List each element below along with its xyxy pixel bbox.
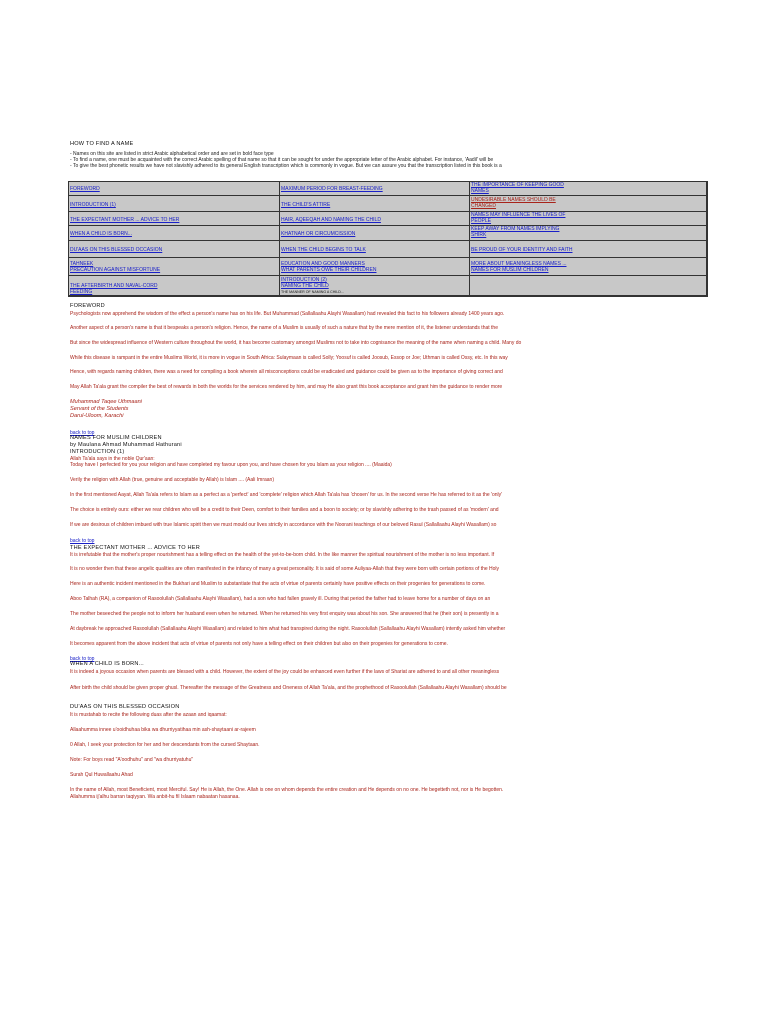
foreword-signature: Darul-Uloom, Karachi [70,413,124,419]
toc-cell [69,276,280,296]
toc-link-parents-owe[interactable]: WHAT PARENTS OWE THEIR CHILDREN [281,267,377,273]
foreword-paragraph: May Allah Ta'ala grant the compiler the best of rewards in both the worlds for the services rendered by him, and may He also grant this book acceptance and grant him the guidance to render more [70,384,503,390]
toc-link-good-names[interactable] [471,182,564,194]
howto-line: - To give the best phonetic results we have not slavishly adhered to its general English transcription which is commonly in vogue. But we can assure you that the transcription listed in this book is a [70,163,502,169]
body-line: Surah Qul Huwallaahu Ahad [70,772,133,778]
body-line: It is irrefutable that the mother's proper nourishment has a telling effect on the health of the yet-to-be-born child. In the like manner the spiritual nourishment of the mother is no less important. If [70,552,495,558]
toc-link-introduction-1[interactable]: INTRODUCTION (1) [70,202,116,208]
section-heading: THE EXPECTANT MOTHER ... ADVICE TO HER [70,545,200,551]
toc-link-afterbirth[interactable]: THE AFTERBIRTH AND NAVAL-CORD [70,283,158,289]
toc-link-text: THE IMPORTANCE OF KEEPING GOOD [471,182,564,188]
body-line: It is indeed a joyous occasion when parents are blessed with a child. However, the extent of the joy could be enhanced even further if the laws of Shariat are adhered to and all other meaningless [70,669,500,675]
toc-link-duaas[interactable]: DU'AAS ON THIS BLESSED OCCASION [70,247,163,253]
body-line: The choice is entirely ours: either we rear children who will be a credit to their Deen, comfort to their families and a boon to society; or by slavishly adhering to the trash passed of as 'modern' and [70,507,499,513]
toc-cell [280,276,470,296]
toc-link-undesirable-names[interactable] [471,197,556,209]
foreword-heading: FOREWORD [70,303,105,309]
back-to-top-link[interactable]: back to top [70,656,95,662]
toc-link-text: UNDESIRABLE NAMES SHOULD BE [471,197,556,203]
body-line: Allahumma ij'alhu barran taqiyyan. Wa anbit-hu fil Islaam nabaatan hasanaa. [70,794,240,800]
toc-cell [280,182,470,196]
body-line: It becomes apparent from the above incident that acts of virtue of parents not only have a telling effect on their children but also on their progenies for generations to come. [70,641,448,647]
toc-link-education[interactable]: EDUCATION AND GOOD MANNERS [281,261,365,267]
back-to-top-link[interactable]: back to top [70,430,95,436]
body-line: In the name of Allah, most Beneficient, most Merciful. Say! He is Allah, the One. Allah is one on whom depends the entire creation and He depends on no one. He begetteth not, nor is He begotten. [70,787,504,793]
section-heading: DU'AAS ON THIS BLESSED OCCASION [70,704,180,710]
body-line: In the first mentioned Aayat, Allah Ta'ala refers to Islam as a perfect as a 'perfect' and 'complete' religion which Allah Ta'ala has 'chosen' for us. In the second verse He has referred to it as the 'only' [70,492,503,498]
toc-link-naming[interactable]: NAMING THE CHILD [281,283,329,289]
section-heading: INTRODUCTION (1) [70,449,125,455]
toc-link-text: NAMES MAY INFLUENCE THE LIVES OF [471,212,566,218]
toc-cell [470,182,707,196]
foreword-paragraph: Hence, with regards naming children, there was a need for compiling a book wherein all misconceptions could be eradicated and guidance could be given as to the importance of giving correct and [70,369,503,375]
howto-line: - Names on this site are listed in strict Arabic alphabetical order and are set in bold face type [70,151,274,157]
section-heading: NAMES FOR MUSLIM CHILDREN [70,435,162,441]
howto-title: HOW TO FIND A NAME [70,141,134,147]
toc-manner-of-naming: THE MANNER OF NAMING A CHILD... [281,290,344,294]
body-line: The mother beseeched the people not to inform her husband even when he returned. When he returned his very first enquiry was about his son. She answered that he (their son) is presently in a [70,611,499,617]
body-line: It is no wonder then that these angelic qualities are often manifested in the infancy of many a great personality. It is said of some Auliyaa-Allah that they were born with certain portions of the Holy [70,566,500,572]
toc-link-expectant-mother[interactable]: THE EXPECTANT MOTHER ... ADVICE TO HER [70,217,180,223]
toc-cell [69,196,280,212]
toc-link-meaningless[interactable]: MORE ABOUT MEANINGLESS NAMES ... [471,261,567,267]
body-line: Today have I perfected for you your religion and have completed my favour upon you, and have chosen for you Islam as your religion .... (Maaida) [70,462,392,468]
toc-empty-cell [470,276,707,296]
toc-link-talk[interactable]: WHEN THE CHILD BEGINS TO TALK [281,247,366,253]
toc-link-breast-feeding[interactable]: MAXIMUM PERIOD FOR BREAST-FEEDING [281,186,383,192]
toc-link-feeding[interactable]: FEEDING [70,289,93,295]
toc-cell [470,241,707,258]
body-line: 0 Allah, I seek your protection for her and her descendants from the cursed Shaytaan. [70,742,260,748]
toc-cell [69,212,280,226]
toc-cell [280,196,470,212]
toc-link-text: SHIRK [471,231,487,238]
toc-link-influence[interactable] [471,212,565,224]
toc-cell [280,226,470,241]
body-line: Allah Ta'ala says in the noble Qur'aan: [70,456,155,462]
toc-link-muslim-names[interactable]: NAMES FOR MUSLIM CHILDREN [471,267,549,273]
foreword-paragraph: While this disease is rampant in the entire Muslims World, it is more in vogue in South Africa: Sulaymaan is called Solly; Yoosuf is called Joosub, Essop or Joe; Uthman is called Ossy, etc. In this way [70,355,508,361]
toc-cell [470,212,707,226]
toc-link-precaution[interactable]: PRECAUTION AGAINST MISFORTUNE [70,267,161,273]
contents-table [68,181,708,297]
toc-cell [280,258,470,276]
toc-link-aqeeqah[interactable]: HAIR, AQEEQAH AND NAMING THE CHILD [281,217,381,223]
body-line: Here is an authentic incident mentioned in the Bukhari and Muslim to substantiate that the acts of virtue of parents certainly have positive effects on their progenies for generations to come. [70,581,486,587]
toc-link-khatnah[interactable]: KHATNAH OR CIRCUMCISSION [281,231,356,237]
toc-link-text: NAMES [471,187,489,194]
foreword-paragraph: Another aspect of a person's name is that it bespeaks a person's religion. Hence, the name of a Muslim is usually of such a nature that by the mere mention of it, the listener understands that the [70,325,498,331]
toc-cell [69,226,280,241]
toc-cell [470,258,707,276]
toc-cell [470,196,707,212]
body-line: Aboo Talhah (RA), a companion of Rasoolullah (Sallallaahu Alayhi Wasallam), had a son who had fallen gravely ill. During that period the father had to leave home for a number of days on an [70,596,491,602]
toc-cell [69,241,280,258]
back-to-top-link[interactable]: back to top [70,538,95,544]
toc-link-foreword[interactable]: FOREWORD [70,186,100,192]
howto-line: - To find a name, one must be acquainted with the correct Arabic spelling of that name so that it can be sought for under the appropriate letter of the Arabic alphabet. For instance, 'Aadil' will be [70,157,494,163]
author-line: by Maulana Ahmad Muhammad Hathurani [70,442,182,448]
toc-cell [69,258,280,276]
toc-link-child-born[interactable]: WHEN A CHILD IS BORN... [70,231,132,237]
toc-link-attire[interactable]: THE CHILD'S ATTIRE [281,202,331,208]
foreword-paragraph: But since the widespread influence of Western culture throughout the world, it has become customary amongst Muslims not to take into cognisance the meaning of the name when naming a child. Many do [70,340,522,346]
toc-link-text: CHANGED [471,202,497,209]
foreword-paragraph: Psychologists now apprehend the wisdom of the effect a person's name has on his life. But Muhammad (Sallallaahu Alayhi Wasallam) had revealed this fact to his followers already 1400 years ago. [70,311,505,317]
toc-cell [280,212,470,226]
toc-link-introduction-2[interactable]: INTRODUCTION (2) [281,277,327,283]
body-line: Note: For boys read "A'oodhuhu" and "wa dhurriyatuhu" [70,757,194,763]
toc-link-shirk[interactable] [471,226,559,238]
body-line: Allaahumma innee u'ooidhuhaa bika wa dhurriyyatihaa min ash-shaytaani ar-rajeem [70,727,256,733]
body-line: It is mustahab to recite the following duas after the azaan and iqaamat: [70,712,227,718]
section-heading: WHEN A CHILD IS BORN... [70,661,144,667]
body-line: If we are desirous of children imbued with true Islamic spirit then we must mould our lives strictly in accordance with the Noorani teachings of our beloved Rasul (Sallallaahu Alayhi Wasallam) so [70,522,497,528]
toc-link-tahneek[interactable]: TAHNEEK [70,261,94,267]
toc-cell [280,241,470,258]
toc-link-identity[interactable]: BE PROUD OF YOUR IDENTITY AND FAITH [471,247,573,253]
body-line: After birth the child should be given proper ghusl. Thereafter the message of the Greatness and Oneness of Allah Ta'ala, and the prophethood of Rasoolullah (Sallallaahu Alayhi Wasallam) should be [70,685,507,691]
body-line: At daybreak he approached Rasoolullah (Sallallaahu Alayhi Wasallam) and related to him what had transpired during the night. Rasoolullah (Sallallaahu Alayhi Wasallam) intently asked him whether [70,626,506,632]
toc-cell [69,182,280,196]
toc-link-text: KEEP AWAY FROM NAMES IMPLYING [471,226,560,232]
foreword-signature: Servant of the Students [70,406,129,412]
body-line: Verily the religion with Allah (true, genuine and acceptable by Allah) is Islam .... (Aali Imraan) [70,477,274,483]
foreword-signature: Muhammad Taqee Uthmaani [70,399,142,405]
toc-link-text: PEOPLE [471,217,492,224]
toc-cell [470,226,707,241]
